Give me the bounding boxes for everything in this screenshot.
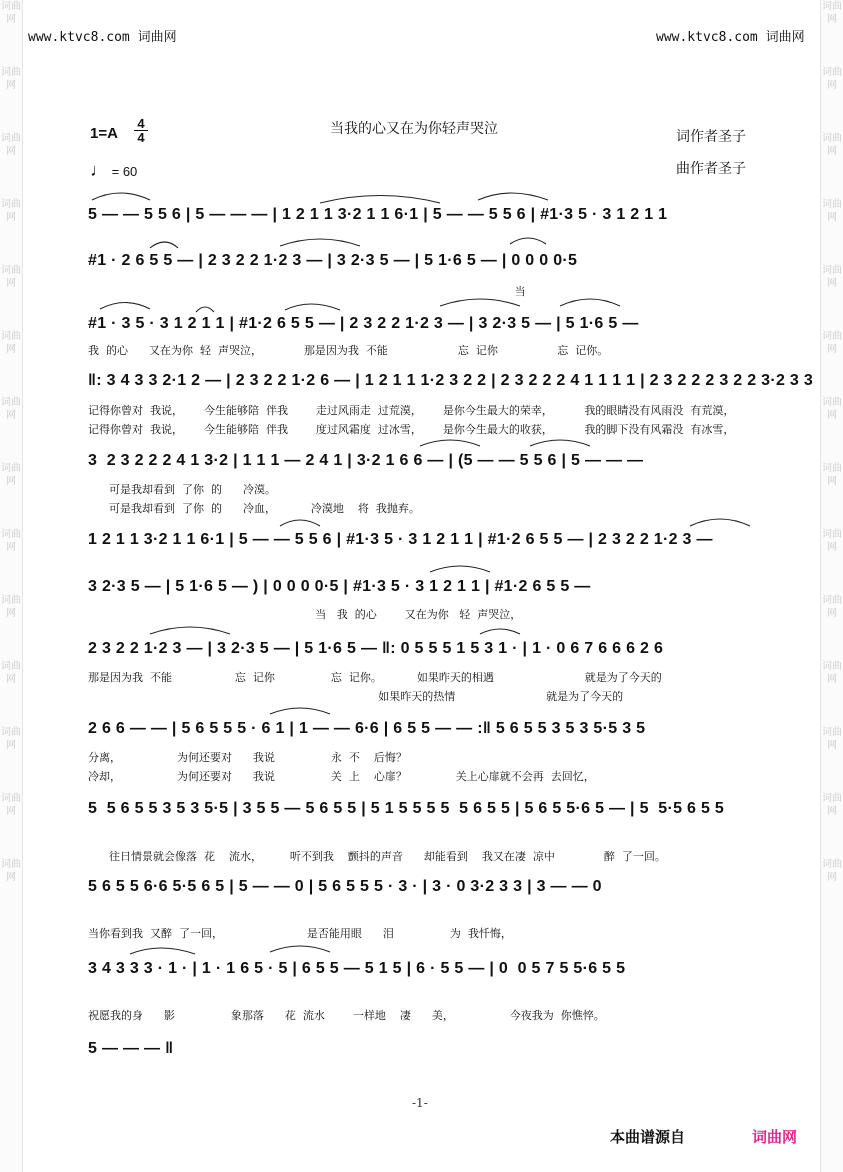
score-row-8-lyric-2: 如果昨天的热情 就是为了今天的: [88, 690, 624, 703]
watermark-text: 词曲网: [822, 265, 842, 289]
watermark-text: 词曲网: [822, 133, 842, 157]
watermark-text: 词曲网: [822, 595, 842, 619]
watermark-text: 词曲网: [1, 199, 21, 223]
score-row-5-lyric-1: 可是我却看到 了你 的 冷漠。: [88, 483, 276, 496]
score-row-10-notes: 5 5 6 5 5 3 5 3 5·5 | 3 5 5 — 5 6 5 5 | 5 1 5 5 5 5 5 6 5 5 | 5 6 5 5·6 5 — | 5 5·5 6 5 5: [88, 800, 725, 817]
watermark-text: 词曲网: [1, 1, 21, 25]
score-row-12-lyric: 祝愿我的身 影 象那落 花 流水 一样地 凄 美， 今夜我为 你憔悴。: [88, 1009, 605, 1022]
watermark-text: 词曲网: [822, 331, 842, 355]
time-signature-top: 4: [137, 116, 145, 131]
score-row-9-lyric-2: 冷却， 为何还要对 我说 关 上 心扉？ 关上心扉就不会再 去回忆，: [88, 770, 595, 783]
score-row-2-notes: #1 · 2 6 5 5 — | 2 3 2 2 1·2 3 — | 3 2·3 5 — | 5 1·6 5 — | 0 0 0 0·5: [88, 252, 578, 269]
quarter-note-icon: ♩: [90, 160, 108, 180]
watermark-text: 词曲网: [1, 793, 21, 817]
left-watermark-strip: [0, 0, 23, 1172]
watermark-text: 词曲网: [1, 595, 21, 619]
watermark-text: 词曲网: [1, 397, 21, 421]
watermark-text: 词曲网: [1, 67, 21, 91]
score-row-4-lyric-1: 记得你曾对 我说， 今生能够陪 伴我 走过风雨走 过荒漠， 是你今生最大的荣幸， 我的眼睛没有风雨没 有荒漠，: [88, 404, 735, 417]
watermark-text: 词曲网: [822, 727, 842, 751]
score-row-9-notes: 2 6 6 — — | 5 6 5 5 5 · 6 1 | 1 — — 6·6 | 6 5 5 — — :‖ 5 6 5 5 3 5 3 5·5 3 5: [88, 720, 646, 737]
score-row-3-lyric: 我 的心 又在为你 轻 声哭泣， 那是因为我 不能 忘 记你 忘 记你。: [88, 344, 609, 357]
time-signature: [134, 117, 148, 144]
watermark-text: 词曲网: [1, 331, 21, 355]
watermark-text: 词曲网: [1, 727, 21, 751]
watermark-text: 词曲网: [1, 859, 21, 883]
watermark-text: 词曲网: [822, 463, 842, 487]
watermark-text: 词曲网: [822, 793, 842, 817]
score-row-5-lyric-2: 可是我却看到 了你 的 冷血， 冷漠地 将 我抛弃。: [88, 502, 420, 515]
score-row-9-lyric-1: 分离， 为何还要对 我说 永 不 后悔？: [88, 751, 407, 764]
watermark-text: 词曲网: [1, 661, 21, 685]
header-url-left[interactable]: www.ktvc8.com 词曲网: [28, 30, 177, 45]
time-signature-bottom: 4: [137, 130, 145, 145]
watermark-text: 词曲网: [822, 529, 842, 553]
lyricist: 词作者圣子: [676, 129, 746, 145]
tempo-value: = 60: [111, 164, 138, 179]
tempo-marking: [90, 160, 137, 181]
score-row-13-notes: 5 — — — ‖: [88, 1040, 174, 1057]
watermark-text: 词曲网: [1, 529, 21, 553]
score-row-12-notes: 3 4 3 3 3 · 1 · | 1 · 1 6 5 · 5 | 6 5 5 — 5 1 5 | 6 · 5 5 — | 0 0 5 7 5 5·6 5 5: [88, 960, 626, 977]
key-signature: 1=A: [90, 125, 118, 142]
score-row-11-lyric: 当你看到我 又醉 了一回， 是否能用眼 泪 为 我忏悔，: [88, 927, 512, 940]
score-row-4-lyric-2: 记得你曾对 我说， 今生能够陪 伴我 度过风霜度 过冰雪， 是你今生最大的收获， 我的脚下没有风霜没 有冰雪，: [88, 423, 735, 436]
score-row-10-lyric: 往日情景就会像落 花 流水， 听不到我 颤抖的声音 却能看到 我又在凄 凉中 醉 了一回。: [88, 850, 666, 863]
score-row-8-notes: 2 3 2 2 1·2 3 — | 3 2·3 5 — | 5 1·6 5 — ‖: 0 5 5 5 1 5 3 1 · | 1 · 0 6 7 6 6 6 2 6: [88, 640, 664, 657]
score-row-4-notes: ‖: 3 4 3 3 2·1 2 — | 2 3 2 2 1·2 6 — | 1 2 1 1 1·2 3 2 2 | 2 3 2 2 2 4 1 1 1 1 | 2 3 2 2 2 3 2 2 3·2 3 3: [88, 372, 814, 389]
watermark-text: 词曲网: [1, 265, 21, 289]
score-row-1-notes: 5 — — 5 5 6 | 5 — — — | 1 2 1 1 3·2 1 1 6·1 | 5 — — 5 5 6 | #1·3 5 · 3 1 2 1 1: [88, 206, 668, 223]
right-watermark-strip: [820, 0, 843, 1172]
header-url-right[interactable]: www.ktvc8.com 词曲网: [656, 30, 805, 45]
score-row-6-notes: 1 2 1 1 3·2 1 1 6·1 | 5 — — 5 5 6 | #1·3 5 · 3 1 2 1 1 | #1·2 6 5 5 — | 2 3 2 2 1·2 3 —: [88, 531, 713, 548]
watermark-text: 词曲网: [822, 397, 842, 421]
watermark-text: 词曲网: [1, 133, 21, 157]
score-row-7-lyric: 当 我 的心 又在为你 轻 声哭泣，: [88, 608, 522, 621]
composer: 曲作者圣子: [676, 161, 746, 177]
watermark-text: 词曲网: [1, 463, 21, 487]
watermark-text: 词曲网: [822, 661, 842, 685]
score-row-11-notes: 5 6 5 5 6·6 5·5 6 5 | 5 — — 0 | 5 6 5 5 5 · 3 · | 3 · 0 3·2 3 3 | 3 — — 0: [88, 878, 602, 895]
watermark-text: 词曲网: [822, 199, 842, 223]
watermark-text: 词曲网: [822, 1, 842, 25]
score-row-7-notes: 3 2·3 5 — | 5 1·6 5 — ) | 0 0 0 0·5 | #1·3 5 · 3 1 2 1 1 | #1·2 6 5 5 —: [88, 578, 591, 595]
footer-source-label: 本曲谱源自: [610, 1128, 686, 1146]
watermark-text: 词曲网: [822, 859, 842, 883]
score-row-8-lyric-1: 那是因为我 不能 忘 记你 忘 记你。 如果昨天的相遇 就是为了今天的: [88, 671, 662, 684]
watermark-text: 词曲网: [822, 67, 842, 91]
score-row-5-notes: 3 2 3 2 2 2 4 1 3·2 | 1 1 1 — 2 4 1 | 3·2 1 6 6 — | (5 — — 5 5 6 | 5 — — —: [88, 452, 644, 469]
score-row-2-lyric: 当: [88, 285, 526, 298]
footer-brand-link[interactable]: 词曲网: [752, 1128, 798, 1146]
song-title: 当我的心又在为你轻声哭泣: [330, 121, 498, 137]
page-number: -1-: [412, 1096, 428, 1110]
score-row-3-notes: #1 · 3 5 · 3 1 2 1 1 | #1·2 6 5 5 — | 2 3 2 2 1·2 3 — | 3 2·3 5 — | 5 1·6 5 —: [88, 315, 639, 332]
